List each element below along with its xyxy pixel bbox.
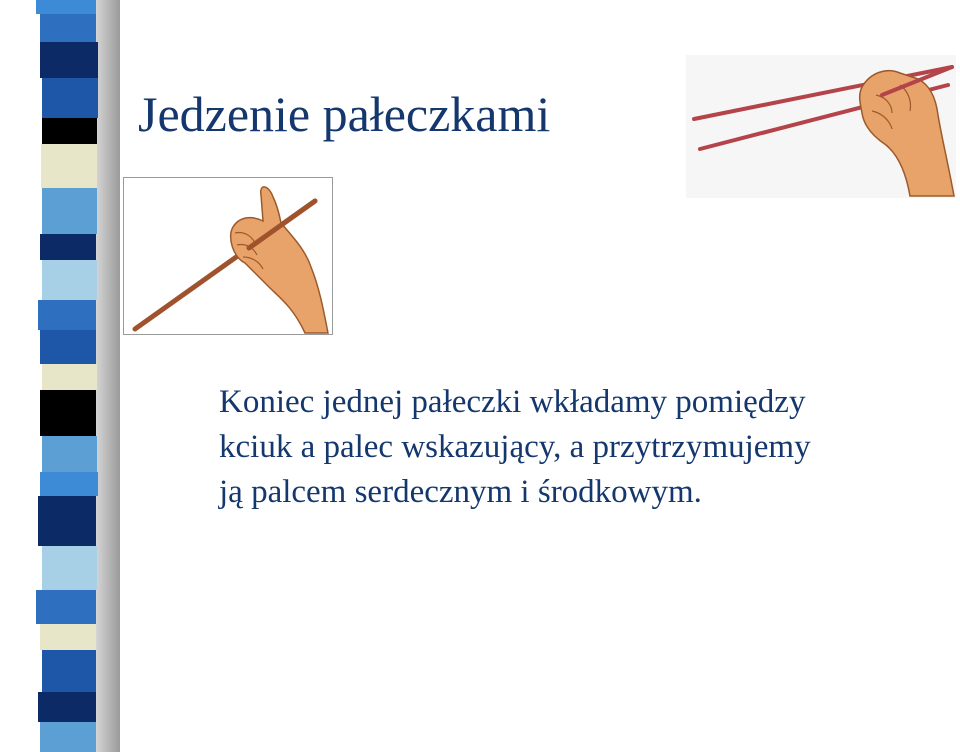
hand-holding-two-chopsticks-image: [686, 55, 956, 198]
decorative-stripe-bar: [0, 0, 120, 752]
stripe-blocks: [36, 0, 98, 752]
instruction-line: Koniec jednej pałeczki wkładamy pomiędzy: [219, 384, 806, 420]
hand-holding-chopstick-image: [123, 177, 333, 335]
instruction-line: kciuk a palec wskazujący, a przytrzymujemy: [219, 429, 811, 465]
instruction-line: ją palcem serdecznym i środkowym.: [219, 474, 702, 510]
slide-title: Jedzenie pałeczkami: [138, 86, 551, 142]
instruction-paragraph: [219, 380, 949, 515]
